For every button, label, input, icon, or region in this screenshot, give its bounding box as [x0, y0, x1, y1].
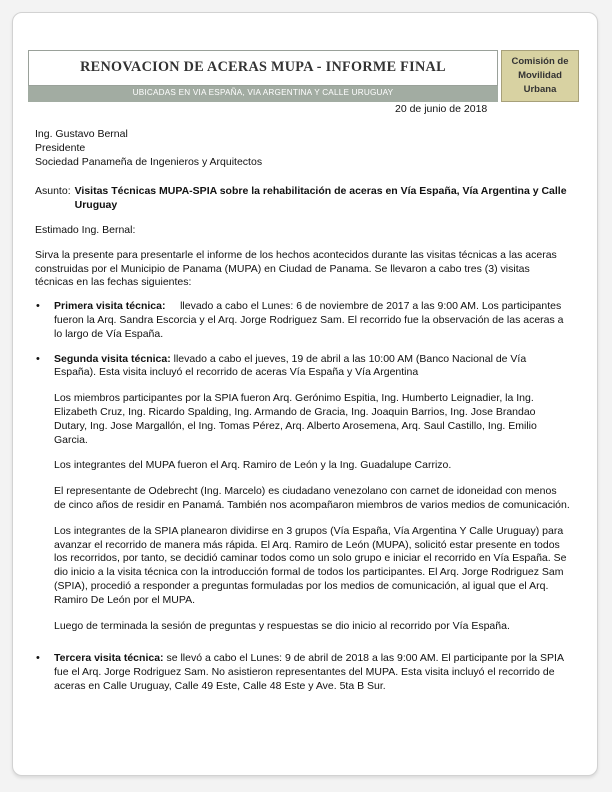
badge-line: Urbana — [523, 84, 557, 95]
subject-line — [35, 185, 570, 213]
recipient-org: Sociedad Panameña de Ingenieros y Arquitectos — [35, 155, 263, 168]
list-item — [35, 652, 570, 693]
visit-text: llevado a cabo el jueves, 19 de abril a las 10:00 AM (Banco Nacional de Vía España). Esta visita incluyó el recorrido de aceras Vía España y Vía Argentina — [54, 352, 527, 379]
visit-heading: Primera visita técnica: — [54, 300, 166, 313]
visit-text: se llevó a cabo el Lunes: 9 de abril de 2018 a las 9:00 AM. El participante por la SPIA fue el Arq. Jorge Rodriguez Sam. No asistieron representantes del MUPA. Esta visita incluyó el recorrido de aceras en Calle Uruguay, Calle 49 Este, Calle 48 Este y Ave. 5ta B Sur. — [54, 652, 564, 692]
visit-paragraph: Los integrantes del MUPA fueron el Arq. Ramiro de León y la Ing. Guadalupe Carrizo. — [54, 459, 452, 472]
report-title: RENOVACION DE ACERAS MUPA - INFORME FINAL — [80, 59, 446, 75]
commission-badge — [501, 50, 579, 102]
bullet-icon: • — [36, 652, 40, 665]
subject-text: Visitas Técnicas MUPA-SPIA sobre la rehabilitación de aceras en Vía España, Vía Argentina y Calle Uruguay — [74, 185, 567, 212]
visit-heading: Tercera visita técnica: — [54, 652, 164, 665]
visit-heading: Segunda visita técnica: — [54, 352, 171, 365]
visit-paragraph: Los integrantes de la SPIA planearon dividirse en 3 grupos (Vía España, Vía Argentina Y Calle Uruguay) para avanzar el recorrido de manera más rápida. El Arq. Ramiro de León (MUPA), solicitó estar presente en todos los recorridos, por tanto, se decidió caminar todos como un solo grupo e iniciar el recorrido en Vía España. Se dio inicio a la visita técnica con la introducción formal de todos los participantes. El Arq. Jorge Rodriguez Sam (SPIA), procedió a responder a preguntas formuladas por los medios de comunicación, al igual que el Arq. Ramiro De León por el MUPA. — [54, 524, 567, 606]
badge-line: Comisión de — [511, 56, 569, 67]
letter-body — [35, 128, 570, 705]
recipient-block — [35, 128, 570, 169]
visits-list — [35, 300, 570, 694]
visit-text: llevado a cabo el Lunes: 6 de noviembre de 2017 a las 9:00 AM. Los participantes fueron la Arq. Sandra Escorcia y el Arq. Jorge Rodriguez Sam. El recorrido fue la observación de las aceras a lo largo de Vía España. — [54, 300, 564, 340]
recipient-name: Ing. Gustavo Bernal — [35, 128, 128, 140]
recipient-role: Presidente — [35, 141, 86, 154]
intro-paragraph: Sirva la presente para presentarle el informe de los hechos acontecidos durante las visitas técnicas a las aceras construidas por el Municipio de Panama (MUPA) en Ciudad de Panama. Se llevaron a cabo tres (3) visitas técnicas en las fechas siguientes: — [35, 248, 557, 289]
list-item — [35, 353, 570, 634]
bullet-icon: • — [36, 352, 40, 365]
badge-line: Movilidad — [518, 70, 562, 81]
list-item — [35, 300, 570, 341]
visit-paragraph: Los miembros participantes por la SPIA fueron Arq. Gerónimo Espitia, Ing. Humberto Leignadier, la Ing. Elizabeth Cruz, Ing. Ricardo Spalding, Ing. Armando de Gracia, Ing. Joaquin Barrios, Ing. Jose Brandao Dutary, Ing. Jose Margallón, el Ing. Tomas Pérez, Arq. Alberto Arosemena, Arq. Saul Castillo, Ing. Emilio Garcia. — [54, 392, 537, 446]
salutation: Estimado Ing. Bernal: — [35, 223, 136, 236]
subject-label: Asunto: — [35, 185, 71, 198]
visit-paragraph: Luego de terminada la sesión de preguntas y respuestas se dio inicio al recorrido por Vía España. — [54, 619, 510, 632]
bullet-icon: • — [36, 300, 40, 313]
visit-paragraph: El representante de Odebrecht (Ing. Marcelo) es ciudadano venezolano con carnet de idoneidad con menos de cinco años de residir en Panamá. También nos acompañaron miembros de varios medios de comunicación. — [54, 485, 570, 511]
letter-date: 20 de junio de 2018 — [395, 103, 488, 115]
report-subtitle: UBICADAS EN VIA ESPAÑA, VIA ARGENTINA Y CALLE URUGUAY — [132, 88, 394, 97]
